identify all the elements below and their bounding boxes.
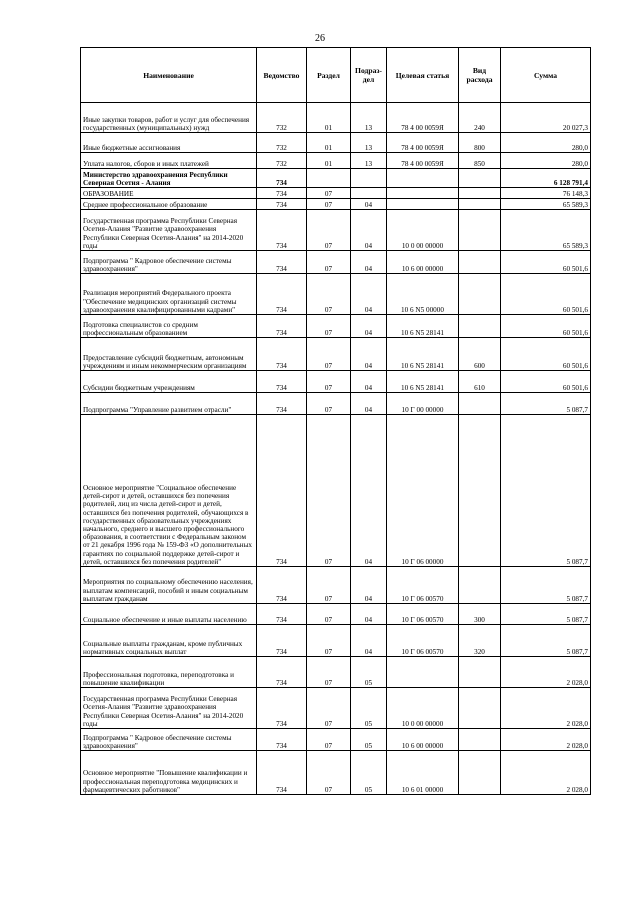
cell-name: Иные бюджетные ассигнования bbox=[81, 133, 257, 153]
cell-expense: 610 bbox=[459, 371, 501, 393]
cell-subsection: 04 bbox=[351, 415, 387, 567]
cell-sum: 2 028,0 bbox=[501, 729, 591, 751]
table-row bbox=[81, 567, 591, 604]
cell-subsection: 13 bbox=[351, 133, 387, 153]
cell-name: Государственная программа Республики Северная Осетия-Алания "Развитие здравоохранения Республики Северная Осетия-Алания" на 2014-2020 годы bbox=[81, 688, 257, 729]
cell-article: 10 0 00 00000 bbox=[387, 688, 459, 729]
cell-article: 10 6 N5 28141 bbox=[387, 338, 459, 371]
cell-section: 07 bbox=[307, 251, 351, 274]
cell-article bbox=[387, 657, 459, 688]
cell-sum: 65 589,3 bbox=[501, 210, 591, 251]
cell-sum: 20 027,3 bbox=[501, 103, 591, 133]
cell-section: 07 bbox=[307, 393, 351, 415]
cell-sum: 5 087,7 bbox=[501, 393, 591, 415]
table-row bbox=[81, 169, 591, 188]
cell-subsection: 05 bbox=[351, 688, 387, 729]
cell-name: ОБРАЗОВАНИЕ bbox=[81, 188, 257, 199]
cell-dept: 732 bbox=[257, 103, 307, 133]
cell-section: 01 bbox=[307, 133, 351, 153]
cell-section: 07 bbox=[307, 210, 351, 251]
cell-sum: 76 148,3 bbox=[501, 188, 591, 199]
header-name: Наименование bbox=[81, 48, 257, 103]
table-row bbox=[81, 338, 591, 371]
cell-sum: 60 501,6 bbox=[501, 371, 591, 393]
cell-name: Подпрограмма "Управление развитием отрасли" bbox=[81, 393, 257, 415]
cell-name: Предоставление субсидий бюджетным, автономным учреждениям и иным некоммерческим организациям bbox=[81, 338, 257, 371]
cell-sum: 60 501,6 bbox=[501, 338, 591, 371]
cell-section: 07 bbox=[307, 371, 351, 393]
table-row bbox=[81, 625, 591, 657]
cell-subsection: 04 bbox=[351, 371, 387, 393]
cell-article: 10 6 00 00000 bbox=[387, 729, 459, 751]
cell-sum: 60 501,6 bbox=[501, 315, 591, 338]
table-row bbox=[81, 199, 591, 210]
cell-expense bbox=[459, 657, 501, 688]
cell-name: Государственная программа Республики Северная Осетия-Алания "Развитие здравоохранения Республики Северная Осетия-Алания" на 2014-2020 годы bbox=[81, 210, 257, 251]
cell-subsection: 04 bbox=[351, 315, 387, 338]
cell-dept: 734 bbox=[257, 604, 307, 625]
cell-sum: 2 028,0 bbox=[501, 688, 591, 729]
cell-subsection: 04 bbox=[351, 393, 387, 415]
table-row bbox=[81, 604, 591, 625]
cell-section: 01 bbox=[307, 153, 351, 169]
cell-section: 07 bbox=[307, 751, 351, 795]
cell-sum: 5 087,7 bbox=[501, 604, 591, 625]
cell-name: Социальное обеспечение и иные выплаты населению bbox=[81, 604, 257, 625]
cell-dept: 734 bbox=[257, 315, 307, 338]
cell-subsection: 05 bbox=[351, 729, 387, 751]
cell-section: 07 bbox=[307, 625, 351, 657]
table-row bbox=[81, 251, 591, 274]
cell-subsection: 04 bbox=[351, 251, 387, 274]
cell-subsection: 04 bbox=[351, 604, 387, 625]
cell-dept: 734 bbox=[257, 751, 307, 795]
cell-dept: 734 bbox=[257, 169, 307, 188]
cell-article bbox=[387, 199, 459, 210]
cell-section: 01 bbox=[307, 103, 351, 133]
cell-name: Уплата налогов, сборов и иных платежей bbox=[81, 153, 257, 169]
cell-article: 78 4 00 0059Я bbox=[387, 153, 459, 169]
table-row bbox=[81, 729, 591, 751]
cell-dept: 734 bbox=[257, 415, 307, 567]
cell-subsection: 05 bbox=[351, 657, 387, 688]
cell-section: 07 bbox=[307, 415, 351, 567]
cell-sum: 2 028,0 bbox=[501, 751, 591, 795]
cell-name: Профессиональная подготовка, переподготовка и повышение квалификации bbox=[81, 657, 257, 688]
cell-name: Социальные выплаты гражданам, кроме публичных нормативных социальных выплат bbox=[81, 625, 257, 657]
cell-name: Подпрограмма " Кадровое обеспечение системы здравоохранения" bbox=[81, 251, 257, 274]
cell-sum: 2 028,0 bbox=[501, 657, 591, 688]
cell-sum: 5 087,7 bbox=[501, 415, 591, 567]
table-row bbox=[81, 371, 591, 393]
cell-article: 78 4 00 0059Я bbox=[387, 133, 459, 153]
table-row bbox=[81, 133, 591, 153]
cell-dept: 732 bbox=[257, 153, 307, 169]
cell-section bbox=[307, 169, 351, 188]
cell-subsection: 04 bbox=[351, 210, 387, 251]
cell-article: 10 0 00 00000 bbox=[387, 210, 459, 251]
cell-name: Подготовка специалистов со средним профессиональным образованием bbox=[81, 315, 257, 338]
cell-dept: 734 bbox=[257, 729, 307, 751]
cell-name: Министерство здравоохранения Республики Северная Осетия - Алания bbox=[81, 169, 257, 188]
cell-expense bbox=[459, 751, 501, 795]
cell-dept: 734 bbox=[257, 188, 307, 199]
cell-expense bbox=[459, 169, 501, 188]
cell-expense bbox=[459, 188, 501, 199]
cell-subsection: 04 bbox=[351, 567, 387, 604]
cell-expense bbox=[459, 567, 501, 604]
cell-expense bbox=[459, 210, 501, 251]
cell-name: Субсидии бюджетным учреждениям bbox=[81, 371, 257, 393]
cell-subsection: 13 bbox=[351, 153, 387, 169]
cell-sum: 280,0 bbox=[501, 133, 591, 153]
cell-sum: 5 087,7 bbox=[501, 625, 591, 657]
cell-sum: 65 589,3 bbox=[501, 199, 591, 210]
table-row bbox=[81, 315, 591, 338]
cell-dept: 734 bbox=[257, 625, 307, 657]
cell-subsection: 04 bbox=[351, 338, 387, 371]
cell-dept: 734 bbox=[257, 657, 307, 688]
cell-article: 10 Г 06 00570 bbox=[387, 604, 459, 625]
cell-article bbox=[387, 169, 459, 188]
header-article: Целевая статья bbox=[387, 48, 459, 103]
cell-subsection: 04 bbox=[351, 274, 387, 315]
cell-sum: 60 501,6 bbox=[501, 274, 591, 315]
cell-section: 07 bbox=[307, 274, 351, 315]
table-row bbox=[81, 103, 591, 133]
cell-expense bbox=[459, 199, 501, 210]
cell-article: 10 Г 06 00570 bbox=[387, 625, 459, 657]
header-expense: Вид расхода bbox=[459, 48, 501, 103]
table-row bbox=[81, 393, 591, 415]
cell-article: 10 6 N5 28141 bbox=[387, 371, 459, 393]
cell-article: 10 6 00 00000 bbox=[387, 251, 459, 274]
cell-section: 07 bbox=[307, 729, 351, 751]
cell-subsection bbox=[351, 169, 387, 188]
cell-name: Среднее профессиональное образование bbox=[81, 199, 257, 210]
cell-name: Основное мероприятие "Повышение квалификации и профессиональная переподготовка медицинских и фармацевтических работников" bbox=[81, 751, 257, 795]
cell-article: 10 6 N5 28141 bbox=[387, 315, 459, 338]
cell-subsection: 13 bbox=[351, 103, 387, 133]
budget-table bbox=[80, 47, 591, 795]
cell-name: Мероприятия по социальному обеспечению населения, выплатам компенсаций, пособий и иным социальным выплатам гражданам bbox=[81, 567, 257, 604]
cell-dept: 734 bbox=[257, 251, 307, 274]
table-row bbox=[81, 657, 591, 688]
cell-article: 10 Г 00 00000 bbox=[387, 393, 459, 415]
cell-expense bbox=[459, 393, 501, 415]
cell-sum: 280,0 bbox=[501, 153, 591, 169]
cell-expense: 600 bbox=[459, 338, 501, 371]
cell-subsection: 04 bbox=[351, 625, 387, 657]
cell-dept: 734 bbox=[257, 393, 307, 415]
cell-subsection bbox=[351, 188, 387, 199]
cell-article: 78 4 00 0059Я bbox=[387, 103, 459, 133]
cell-article: 10 6 01 00000 bbox=[387, 751, 459, 795]
table-row bbox=[81, 210, 591, 251]
cell-article bbox=[387, 188, 459, 199]
cell-article: 10 Г 06 00000 bbox=[387, 415, 459, 567]
header-subsection: Подраз-дел bbox=[351, 48, 387, 103]
cell-section: 07 bbox=[307, 688, 351, 729]
cell-expense: 300 bbox=[459, 604, 501, 625]
page-number: 26 bbox=[315, 33, 325, 44]
table-row bbox=[81, 415, 591, 567]
table-row bbox=[81, 153, 591, 169]
cell-sum: 5 087,7 bbox=[501, 567, 591, 604]
cell-subsection: 05 bbox=[351, 751, 387, 795]
table-header-row bbox=[81, 48, 591, 103]
table-row bbox=[81, 188, 591, 199]
cell-dept: 734 bbox=[257, 371, 307, 393]
cell-expense bbox=[459, 315, 501, 338]
header-sum: Сумма bbox=[501, 48, 591, 103]
cell-sum: 6 128 791,4 bbox=[501, 169, 591, 188]
cell-expense: 800 bbox=[459, 133, 501, 153]
cell-expense bbox=[459, 688, 501, 729]
cell-subsection: 04 bbox=[351, 199, 387, 210]
cell-name: Реализация мероприятий Федерального проекта "Обеспечение медицинских организаций системы здравоохранения квалифицированными кадрами" bbox=[81, 274, 257, 315]
cell-dept: 734 bbox=[257, 338, 307, 371]
table-row bbox=[81, 751, 591, 795]
cell-section: 07 bbox=[307, 338, 351, 371]
cell-sum: 60 501,6 bbox=[501, 251, 591, 274]
cell-section: 07 bbox=[307, 604, 351, 625]
cell-expense bbox=[459, 274, 501, 315]
cell-section: 07 bbox=[307, 567, 351, 604]
cell-expense: 240 bbox=[459, 103, 501, 133]
cell-dept: 734 bbox=[257, 274, 307, 315]
cell-expense bbox=[459, 251, 501, 274]
cell-expense bbox=[459, 729, 501, 751]
cell-name: Иные закупки товаров, работ и услуг для обеспечения государственных (муниципальных) нужд bbox=[81, 103, 257, 133]
cell-dept: 734 bbox=[257, 210, 307, 251]
cell-expense: 320 bbox=[459, 625, 501, 657]
header-dept: Ведомство bbox=[257, 48, 307, 103]
cell-section: 07 bbox=[307, 657, 351, 688]
cell-dept: 734 bbox=[257, 567, 307, 604]
cell-article: 10 Г 06 00570 bbox=[387, 567, 459, 604]
cell-name: Подпрограмма " Кадровое обеспечение системы здравоохранения" bbox=[81, 729, 257, 751]
cell-section: 07 bbox=[307, 188, 351, 199]
cell-expense: 850 bbox=[459, 153, 501, 169]
cell-name: Основное мероприятие "Социальное обеспечение детей-сирот и детей, оставшихся без попечения родителей, лиц из числа детей-сирот и детей, оставшихся без попечения родителей, обучающихся в государственных образовательных учреждениях начального, среднего и высшего профессионального образования, в соответствии с Федеральным законом от 21 декабря 1996 года № 159-ФЗ «О дополнительных гарантиях по социальной поддержке детей-сирот и детей, оставшихся без попечения родителей" bbox=[81, 415, 257, 567]
cell-dept: 732 bbox=[257, 133, 307, 153]
cell-section: 07 bbox=[307, 315, 351, 338]
header-section: Раздел bbox=[307, 48, 351, 103]
table-row bbox=[81, 274, 591, 315]
cell-article: 10 6 N5 00000 bbox=[387, 274, 459, 315]
cell-dept: 734 bbox=[257, 199, 307, 210]
table-body bbox=[81, 103, 591, 795]
table-row bbox=[81, 688, 591, 729]
cell-expense bbox=[459, 415, 501, 567]
cell-section: 07 bbox=[307, 199, 351, 210]
cell-dept: 734 bbox=[257, 688, 307, 729]
